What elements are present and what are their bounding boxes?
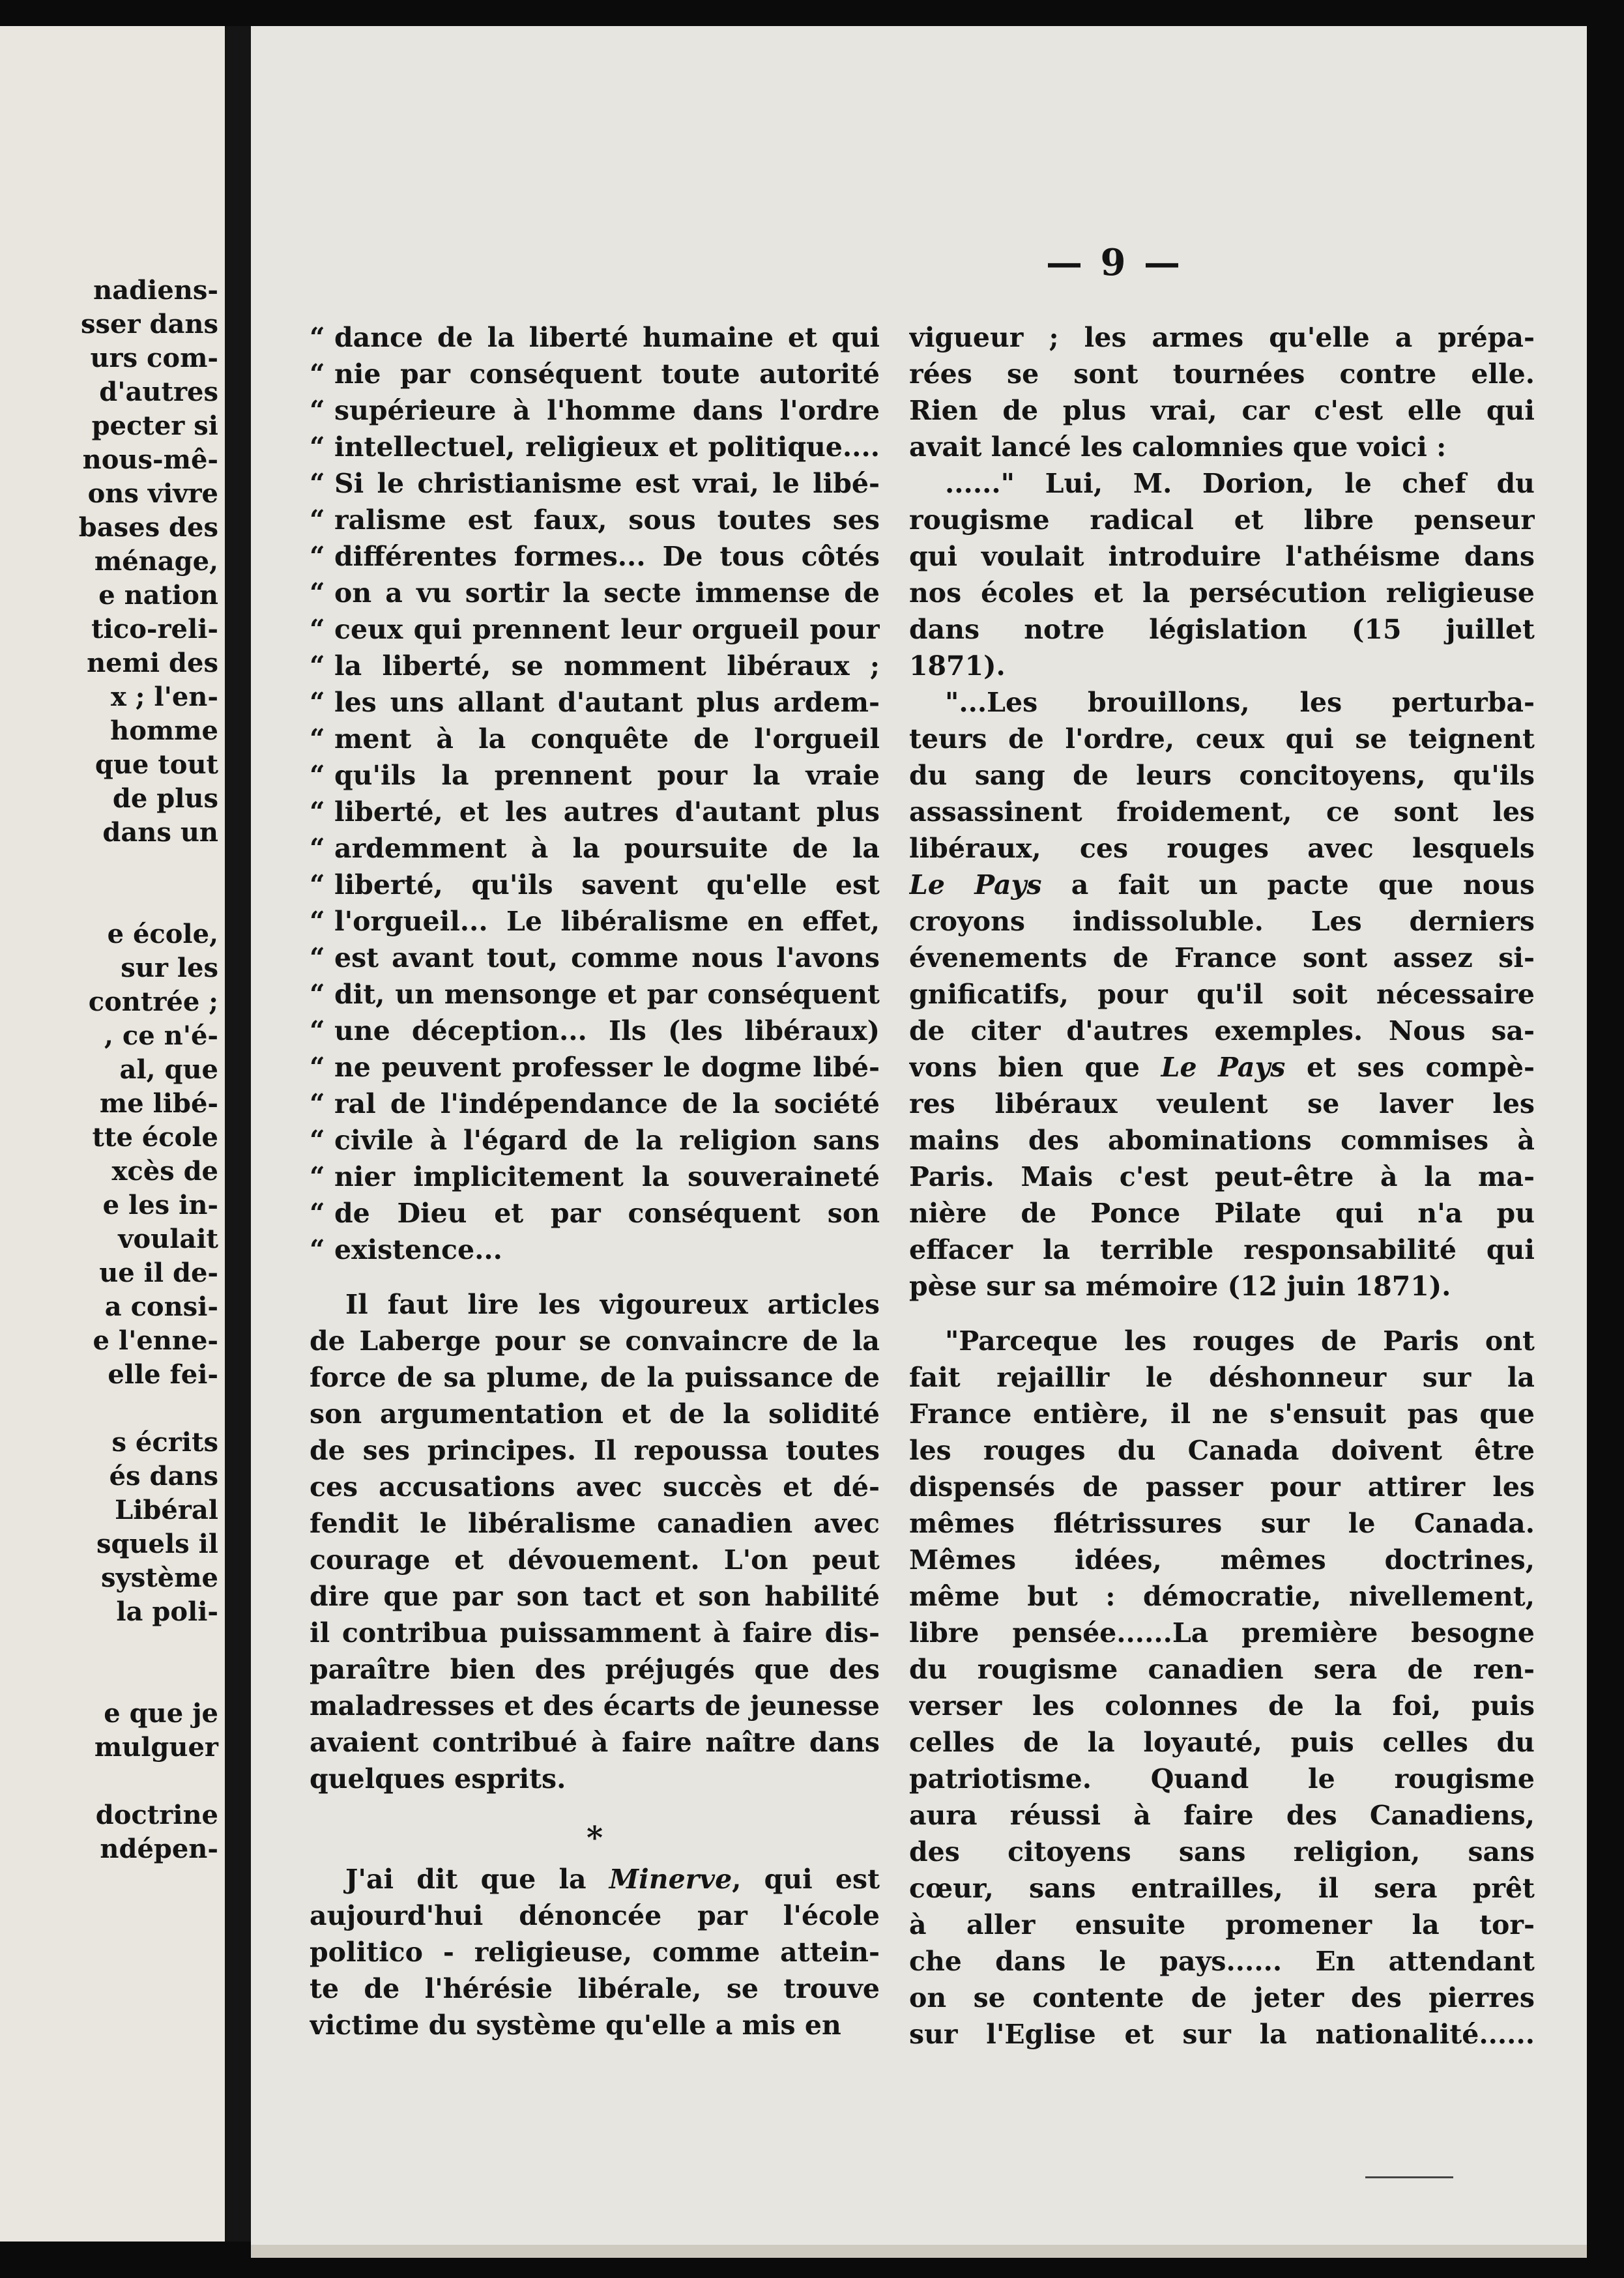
quote-line [310,976,880,1013]
quote-mark: “ [310,906,325,937]
quoted-paragraph-line: les rouges du Canada doivent être [909,1435,1535,1466]
quoted-paragraph-line: du sang de leurs concitoyens, qu'ils [909,760,1535,791]
quote-line [310,502,880,538]
paragraph-line: de Laberge pour se convaincre de la [310,1325,880,1357]
quote-mark: “ [310,650,325,682]
facing-page-line: d'autres [99,377,218,407]
quoted-paragraph-line: ......" Lui, M. Dorion, le chef du [945,468,1535,499]
quote-line [310,903,880,940]
section-separator: * [586,1820,603,1856]
facing-page-line: ue il de- [99,1258,218,1288]
quoted-paragraph-line: effacer la terrible responsabilité qui [909,1234,1535,1265]
line-text: l'orgueil... Le libéralisme en effet, [334,906,880,937]
quoted-paragraph-line: nos écoles et la persécution religieuse [909,577,1535,609]
quote-mark: “ [310,468,325,499]
quote-line [310,575,880,611]
quoted-paragraph-line: Mêmes idées, mêmes doctrines, [909,1544,1535,1576]
quote-line [310,1049,880,1086]
line-text: de Dieu et par conséquent son [334,1198,880,1229]
quoted-paragraph-line: du rougisme canadien sera de ren- [909,1654,1535,1685]
quote-mark: “ [310,577,325,609]
quote-mark: “ [310,1234,325,1265]
paragraph-line: vigueur ; les armes qu'elle a prépa- [909,322,1535,353]
line-text: ardemment à la poursuite de la [334,833,880,864]
quoted-paragraph-line: gnificatifs, pour qu'il soit nécessaire [909,979,1535,1010]
quote-mark: “ [310,358,325,390]
facing-page-line: pecter si [91,411,218,441]
line-text: ceux qui prennent leur orgueil pour [334,614,880,645]
paragraph-line: dire que par son tact et son habilité [310,1581,880,1612]
facing-page-line: e nation [98,580,218,611]
facing-page-line: système [101,1563,218,1593]
facing-page-line: me libé- [99,1088,218,1119]
paragraph-line: ces accusations avec succès et dé- [310,1471,880,1503]
paragraph-line: son argumentation et de la solidité [310,1398,880,1430]
paragraph-line: te de l'hérésie libérale, se trouve [310,1973,880,2004]
line-text: qu'ils la prennent pour la vraie [334,760,880,791]
book-page [251,26,1587,2245]
facing-page-line: e l'enne- [93,1325,218,1356]
quoted-paragraph-line: on se contente de jeter des pierres [909,1982,1535,2013]
facing-page-line: ons vivre [87,478,218,509]
paragraph-line: J'ai dit que la Minerve, qui est [345,1864,880,1895]
quote-line [310,319,880,356]
quote-line [310,794,880,830]
paragraph-line: aujourd'hui dénoncée par l'école [310,1900,880,1931]
quote-line [310,356,880,392]
facing-page-line: la poli- [116,1596,218,1627]
line-text: ne peuvent professer le dogme libé- [334,1052,880,1083]
quoted-paragraph-line: assassinent froidement, ce sont les [909,796,1535,828]
facing-page-line: dans un [102,817,218,848]
quoted-paragraph-line: de citer d'autres exemples. Nous sa- [909,1015,1535,1046]
quote-line [310,721,880,757]
facing-page-line: xcès de [111,1156,218,1187]
paragraph-line: avaient contribué à faire naître dans [310,1727,880,1758]
quoted-paragraph-line: "Parceque les rouges de Paris ont [945,1325,1535,1357]
facing-page-line: tico-reli- [91,614,218,644]
paragraph-line: victime du système qu'elle a mis en [310,2010,841,2041]
facing-page-line: x ; l'en- [110,682,218,712]
paragraph-line: quelques esprits. [310,1763,566,1795]
quote-line [310,392,880,429]
paragraph-gap [310,1268,880,1286]
quote-line [310,1232,880,1268]
line-text: liberté, et les autres d'autant plus [334,796,880,828]
facing-page-line: urs com- [90,343,218,373]
facing-page-line: nadiens- [93,275,218,306]
paragraph-line: Rien de plus vrai, car c'est elle qui [909,395,1535,426]
facing-page-line: és dans [109,1461,218,1492]
quote-line [310,648,880,684]
quote-mark: “ [310,1088,325,1119]
quoted-paragraph-line: qui voulait introduire l'athéisme dans [909,541,1535,572]
page-bottom-edge [251,2245,1587,2258]
end-rule [1365,2176,1453,2178]
line-text: supérieure à l'homme dans l'ordre [334,395,880,426]
facing-page-line: Libéral [115,1495,218,1525]
left-column [310,319,880,2043]
quoted-paragraph-line: pèse sur sa mémoire (12 juin 1871). [909,1271,1451,1302]
quote-line [310,940,880,976]
facing-page-line: tte école [92,1122,218,1153]
line-text: les uns allant d'autant plus ardem- [334,687,880,718]
quote-mark: “ [310,1015,325,1046]
facing-page-line: homme [110,715,218,746]
quote-mark: “ [310,1052,325,1083]
line-text: existence... [334,1234,502,1265]
quoted-paragraph-line: dispensés de passer pour attirer les [909,1471,1535,1503]
line-text: ment à la conquête de l'orgueil [334,723,880,755]
facing-page-line: e les in- [102,1190,218,1220]
facing-page-line: mulguer [94,1732,218,1763]
quoted-paragraph-line: cœur, sans entrailles, il sera prêt [909,1873,1535,1904]
paragraph-gap [909,1305,1535,1323]
quote-mark: “ [310,687,325,718]
line-text: une déception... Ils (les libéraux) [334,1015,880,1046]
quote-mark: “ [310,1198,325,1229]
journal-title: Le Pays [1161,1052,1286,1083]
facing-page-line: contrée ; [88,987,218,1017]
quote-line [310,611,880,648]
paragraph-line: rées se sont tournées contre elle. [909,358,1535,390]
facing-page-line: s écrits [111,1427,218,1458]
quoted-paragraph-line: aura réussi à faire des Canadiens, [909,1800,1535,1831]
facing-page-line: al, que [119,1054,218,1085]
quote-line [310,1122,880,1159]
facing-page-line: bases des [78,512,218,543]
quoted-paragraph-line: France entière, il ne s'ensuit pas que [909,1398,1535,1430]
page-number: — 9 — [1046,241,1183,284]
facing-page [0,26,225,2242]
facing-page-line: sser dans [81,309,218,339]
facing-page-line: squels il [96,1529,218,1559]
quoted-paragraph-line: "...Les brouillons, les perturba- [945,687,1535,718]
quote-mark: “ [310,1161,325,1192]
quote-line [310,684,880,721]
quote-mark: “ [310,614,325,645]
line-text: ral de l'indépendance de la société [334,1088,880,1119]
quoted-paragraph-line: vons bien que Le Pays et ses compè- [909,1052,1535,1083]
paragraph-line: politico - religieuse, comme attein- [310,1937,880,1968]
quote-line [310,1195,880,1232]
quoted-paragraph-line: 1871). [909,650,1006,682]
quoted-paragraph-line: croyons indissoluble. Les derniers [909,906,1535,937]
quote-line [310,1013,880,1049]
quote-mark: “ [310,541,325,572]
quote-mark: “ [310,869,325,901]
quote-mark: “ [310,796,325,828]
quoted-paragraph-line: res libéraux veulent se laver les [909,1088,1535,1119]
paragraph-gap [310,1797,880,1815]
line-text: dance de la liberté humaine et qui [334,322,880,353]
quoted-paragraph-line: nière de Ponce Pilate qui n'a pu [909,1198,1535,1229]
quote-mark: “ [310,723,325,755]
facing-page-line: e école, [107,919,218,949]
quote-mark: “ [310,431,325,463]
journal-title: Le Pays [909,869,1042,901]
page-gutter [225,26,251,2242]
quote-line [310,1159,880,1195]
quoted-paragraph-line: patriotisme. Quand le rougisme [909,1763,1535,1795]
quote-line [310,429,880,465]
quote-mark: “ [310,1125,325,1156]
journal-title: Minerve [609,1864,732,1895]
quote-mark: “ [310,979,325,1010]
paragraph-line: Il faut lire les vigoureux articles [345,1289,880,1320]
paragraph-line: de ses principes. Il repoussa toutes [310,1435,880,1466]
facing-page-line: que tout [94,749,218,780]
quote-line [310,465,880,502]
facing-page-line: sur les [121,953,218,983]
quoted-paragraph-line: à aller ensuite promener la tor- [909,1909,1535,1940]
quote-mark: “ [310,833,325,864]
quote-mark: “ [310,395,325,426]
quoted-paragraph-line: même but : démocratie, nivellement, [909,1581,1535,1612]
facing-page-line: ménage, [94,546,218,577]
facing-page-line: nous-mê- [82,444,218,475]
facing-page-line: ndépen- [100,1834,218,1864]
quoted-paragraph-line: libéraux, ces rouges avec lesquels [909,833,1535,864]
quoted-paragraph-line: des citoyens sans religion, sans [909,1836,1535,1867]
line-text: nie par conséquent toute autorité [334,358,880,390]
line-text: nier implicitement la souveraineté [334,1161,880,1192]
quoted-paragraph-line: che dans le pays...... En attendant [909,1946,1535,1977]
quoted-paragraph-line: mêmes flétrissures sur le Canada. [909,1508,1535,1539]
line-text: dit, un mensonge et par conséquent [334,979,880,1010]
quoted-paragraph-line: Paris. Mais c'est peut-être à la ma- [909,1161,1535,1192]
line-text: la liberté, se nomment libéraux ; [334,650,880,682]
quoted-paragraph-line: mains des abominations commises à [909,1125,1535,1156]
line-text: civile à l'égard de la religion sans [334,1125,880,1156]
paragraph-line: fendit le libéralisme canadien avec [310,1508,880,1539]
quote-mark: “ [310,504,325,536]
line-text: liberté, qu'ils savent qu'elle est [334,869,880,901]
quote-mark: “ [310,322,325,353]
paragraph-line: paraître bien des préjugés que des [310,1654,880,1685]
line-text: intellectuel, religieux et politique.... [334,431,880,463]
line-text: Si le christianisme est vrai, le libé- [334,468,880,499]
paragraph-line: avait lancé les calomnies que voici : [909,431,1447,463]
line-text: on a vu sortir la secte immense de [334,577,880,609]
line-text: différentes formes... De tous côtés [334,541,880,572]
quote-line [310,538,880,575]
right-column [909,319,1535,2053]
paragraph-line: courage et dévouement. L'on peut [310,1544,880,1576]
facing-page-line: elle fei- [108,1359,218,1390]
quote-line [310,867,880,903]
facing-page-line: voulait [118,1224,218,1254]
facing-page-line: , ce n'é- [104,1020,218,1051]
quoted-paragraph-line: celles de la loyauté, puis celles du [909,1727,1535,1758]
quote-line [310,757,880,794]
paragraph-line: il contribua puissamment à faire dis- [310,1617,880,1649]
quoted-paragraph-line: teurs de l'ordre, ceux qui se teignent [909,723,1535,755]
paragraph-line: force de sa plume, de la puissance de [310,1362,880,1393]
quote-mark: “ [310,942,325,973]
quote-line [310,830,880,867]
quote-line [310,1086,880,1122]
quoted-paragraph-line: fait rejaillir le déshonneur sur la [909,1362,1535,1393]
facing-page-line: a consi- [104,1291,218,1322]
quoted-paragraph-line: libre pensée......La première besogne [909,1617,1535,1649]
quoted-paragraph-line: verser les colonnes de la foi, puis [909,1690,1535,1722]
facing-page-line: nemi des [87,648,218,678]
line-text: est avant tout, comme nous l'avons [334,942,880,973]
quoted-paragraph-line: Le Pays a fait un pacte que nous [909,869,1535,901]
quoted-paragraph-line: dans notre législation (15 juillet [909,614,1535,645]
quoted-paragraph-line: sur l'Eglise et sur la nationalité...... [909,2019,1535,2050]
paragraph-line: maladresses et des écarts de jeunesse [310,1690,880,1722]
facing-page-line: doctrine [95,1800,218,1830]
quote-mark: “ [310,760,325,791]
quoted-paragraph-line: évenements de France sont assez si- [909,942,1535,973]
facing-page-line: de plus [112,783,218,814]
facing-page-line: e que je [104,1698,218,1729]
line-text: ralisme est faux, sous toutes ses [334,504,880,536]
quoted-paragraph-line: rougisme radical et libre penseur [909,504,1535,536]
